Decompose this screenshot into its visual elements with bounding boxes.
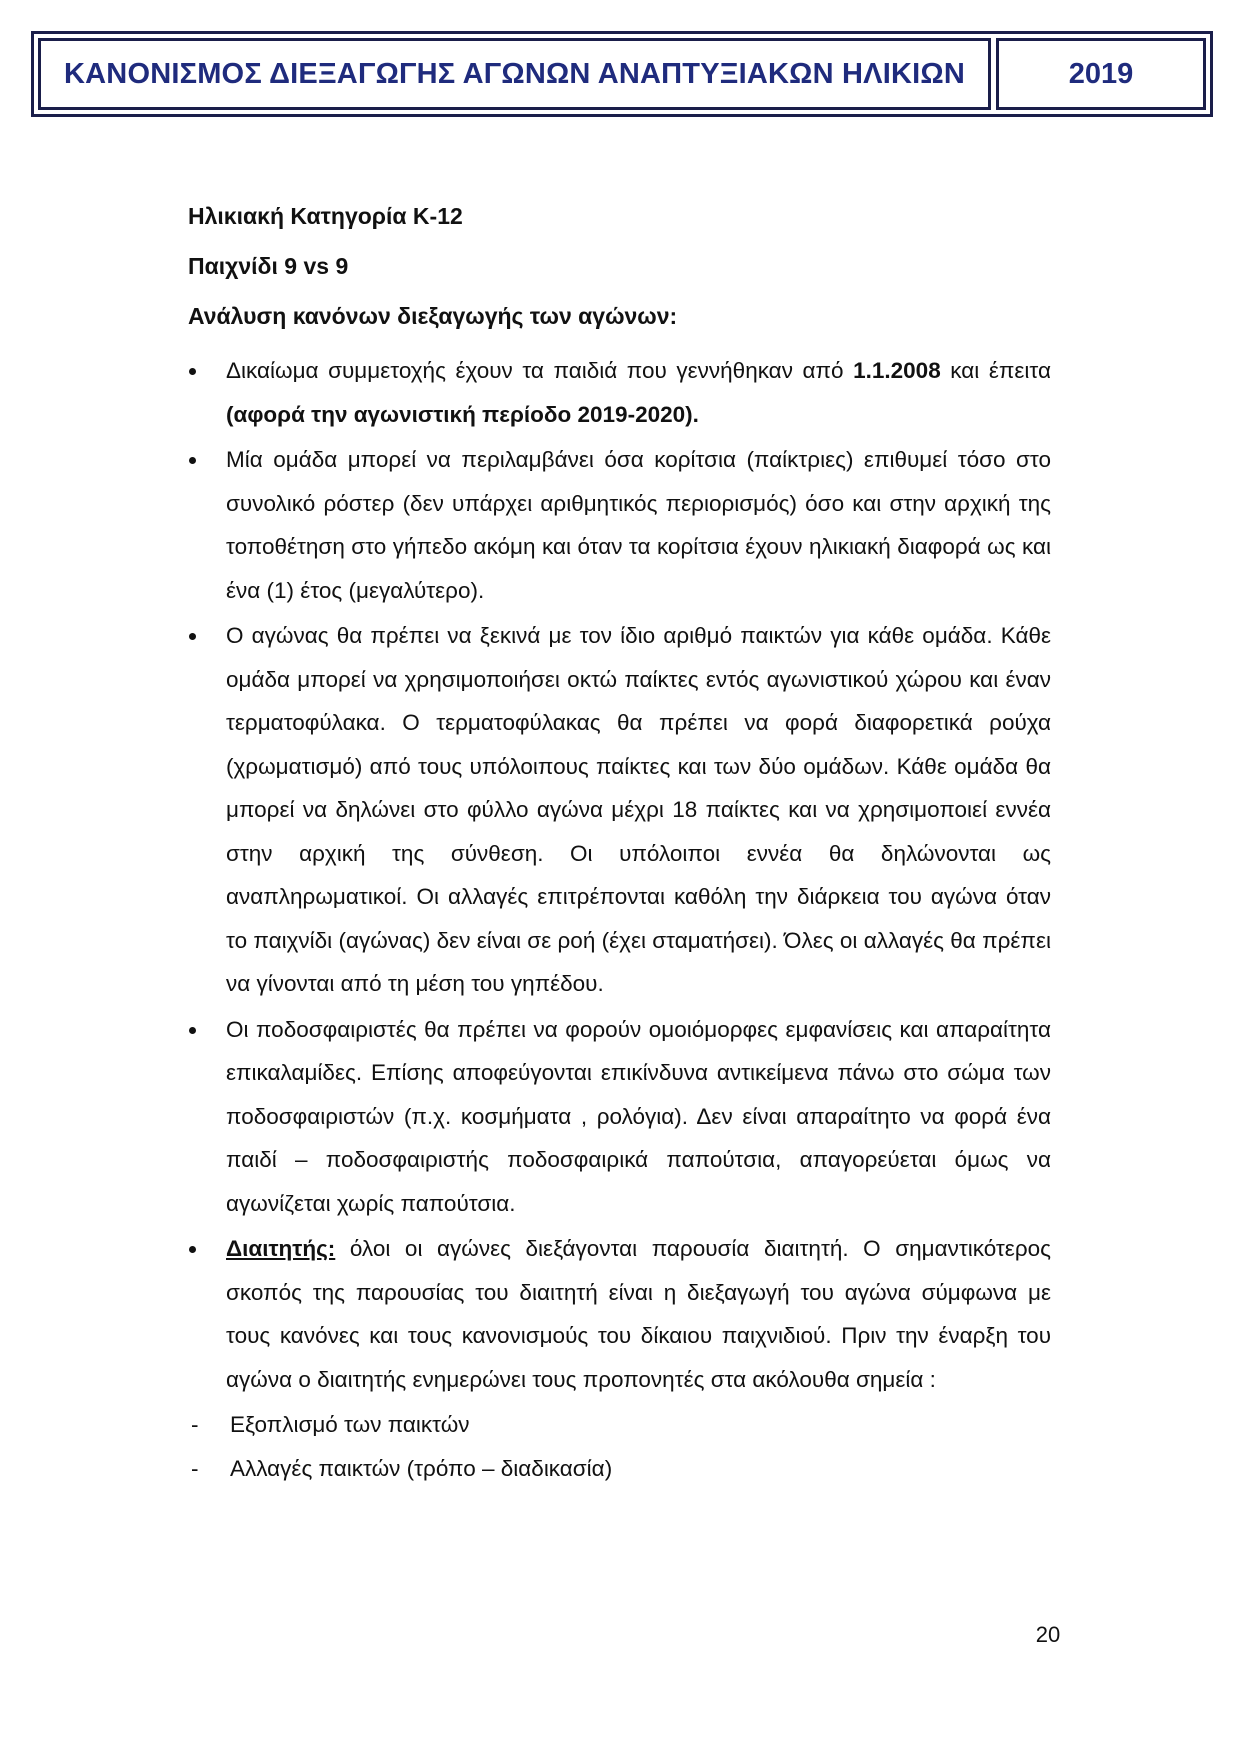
page-content [188, 202, 1051, 1490]
eligibility-date: 1.1.2008 [853, 358, 941, 383]
dash-item-substitutions [188, 1447, 1051, 1491]
referee-label: Διαιτητής: [226, 1236, 336, 1261]
bullet-dot-icon [189, 368, 196, 375]
header-title: ΚΑΝΟΝΙΣΜΟΣ ΔΙΕΞΑΓΩΓΗΣ ΑΓΩΝΩΝ ΑΝΑΠΤΥΞΙΑΚΩΝ ΗΛΙΚΙΩΝ [38, 38, 991, 110]
girls-roster-text: Μία ομάδα μπορεί να περιλαμβάνει όσα κορίτσια (παίκτριες) επιθυμεί τόσο στο συνολικό ρόστερ (δεν υπάρχει αριθμητικός περιορισμός) όσο και στην αρχική της τοποθέτηση στο γήπεδο ακόμη και όταν τα κορίτσια έχουν ηλικιακή διαφορά ως και ένα (1) έτος (μεγαλύτερο). [226, 447, 1051, 603]
dash-item-text: Εξοπλισμό των παικτών [230, 1412, 470, 1437]
dash-item-equipment [188, 1403, 1051, 1447]
game-format-heading: Παιχνίδι 9 vs 9 [188, 253, 349, 279]
dash-item-text: Αλλαγές παικτών (τρόπο – διαδικασία) [230, 1455, 613, 1481]
bullet-girls-roster [188, 438, 1051, 612]
page-number: 20 [1035, 1622, 1061, 1647]
document-header [31, 31, 1213, 117]
bullet-dot-icon [189, 633, 196, 640]
bullet-players-substitutions [188, 614, 1051, 1006]
referee-text: όλοι οι αγώνες διεξάγονται παρουσία διαιτητή. Ο σημαντικότερος σκοπός της παρουσίας του διαιτητή είναι η διεξαγωγή του αγώνα σύμφωνα με τους κανόνες και τους κανονισμούς του δίκαιου παιχνιδιού. Πριν την έναρξη του αγώνα ο διαιτητής ενημερώνει τους προπονητές στα ακόλουθα σημεία : [226, 1236, 1051, 1392]
bullet-eligibility [188, 349, 1051, 436]
eligibility-text-1: Δικαίωμα συμμετοχής έχουν τα παιδιά που γεννήθηκαν από [226, 358, 854, 383]
dash-marker: - [191, 1455, 199, 1481]
rules-bullet-list [188, 349, 1051, 1401]
age-category-heading: Ηλικιακή Κατηγορία Κ-12 [188, 203, 463, 229]
bullet-dot-icon [189, 457, 196, 464]
rules-analysis-heading: Ανάλυση κανόνων διεξαγωγής των αγώνων: [188, 303, 678, 329]
eligibility-text-2: και έπειτα [940, 358, 1051, 383]
eligibility-season: (αφορά την αγωνιστική περίοδο 2019-2020). [226, 401, 699, 427]
equipment-text: Οι ποδοσφαιριστές θα πρέπει να φορούν ομοιόμορφες εμφανίσεις και απαραίτητα επικαλαμίδες. Επίσης αποφεύγονται επικίνδυνα αντικείμενα πάνω στο σώμα των ποδοσφαιριστών (π.χ. κοσμήματα , ρολόγια). Δεν είναι απαραίτητο να φορά ένα παιδί – ποδοσφαιριστής ποδοσφαιρικά παπούτσια, απαγορεύεται όμως να αγωνίζεται χωρίς παπούτσια. [226, 1016, 1051, 1216]
bullet-equipment [188, 1008, 1051, 1226]
bullet-dot-icon [189, 1027, 196, 1034]
bullet-dot-icon [189, 1246, 196, 1253]
header-year: 2019 [996, 38, 1206, 110]
bullet-referee [188, 1227, 1051, 1401]
players-substitutions-text: Ο αγώνας θα πρέπει να ξεκινά με τον ίδιο αριθμό παικτών για κάθε ομάδα. Κάθε ομάδα μπορεί να χρησιμοποιήσει οκτώ παίκτες εντός αγωνιστικού χώρου και έναν τερματοφύλακα. Ο τερματοφύλακας θα πρέπει να φορά διαφορετικά ρούχα (χρωματισμό) από τους υπόλοιπους παίκτες και των δύο ομάδων. Κάθε ομάδα θα μπορεί να δηλώνει στο φύλλο αγώνα μέχρι 18 παίκτες και να χρησιμοποιεί εννέα στην αρχική της σύνθεση. Οι υπόλοιποι εννέα θα δηλώνονται ως αναπληρωματικοί. Οι αλλαγές επιτρέπονται καθόλη την διάρκεια του αγώνα όταν το παιχνίδι (αγώνας) δεν είναι σε ροή (έχει σταματήσει). Όλες οι αλλαγές θα πρέπει να γίνονται από τη μέση του γηπέδου. [226, 623, 1051, 996]
referee-points-list [188, 1403, 1051, 1490]
dash-marker: - [191, 1412, 199, 1437]
